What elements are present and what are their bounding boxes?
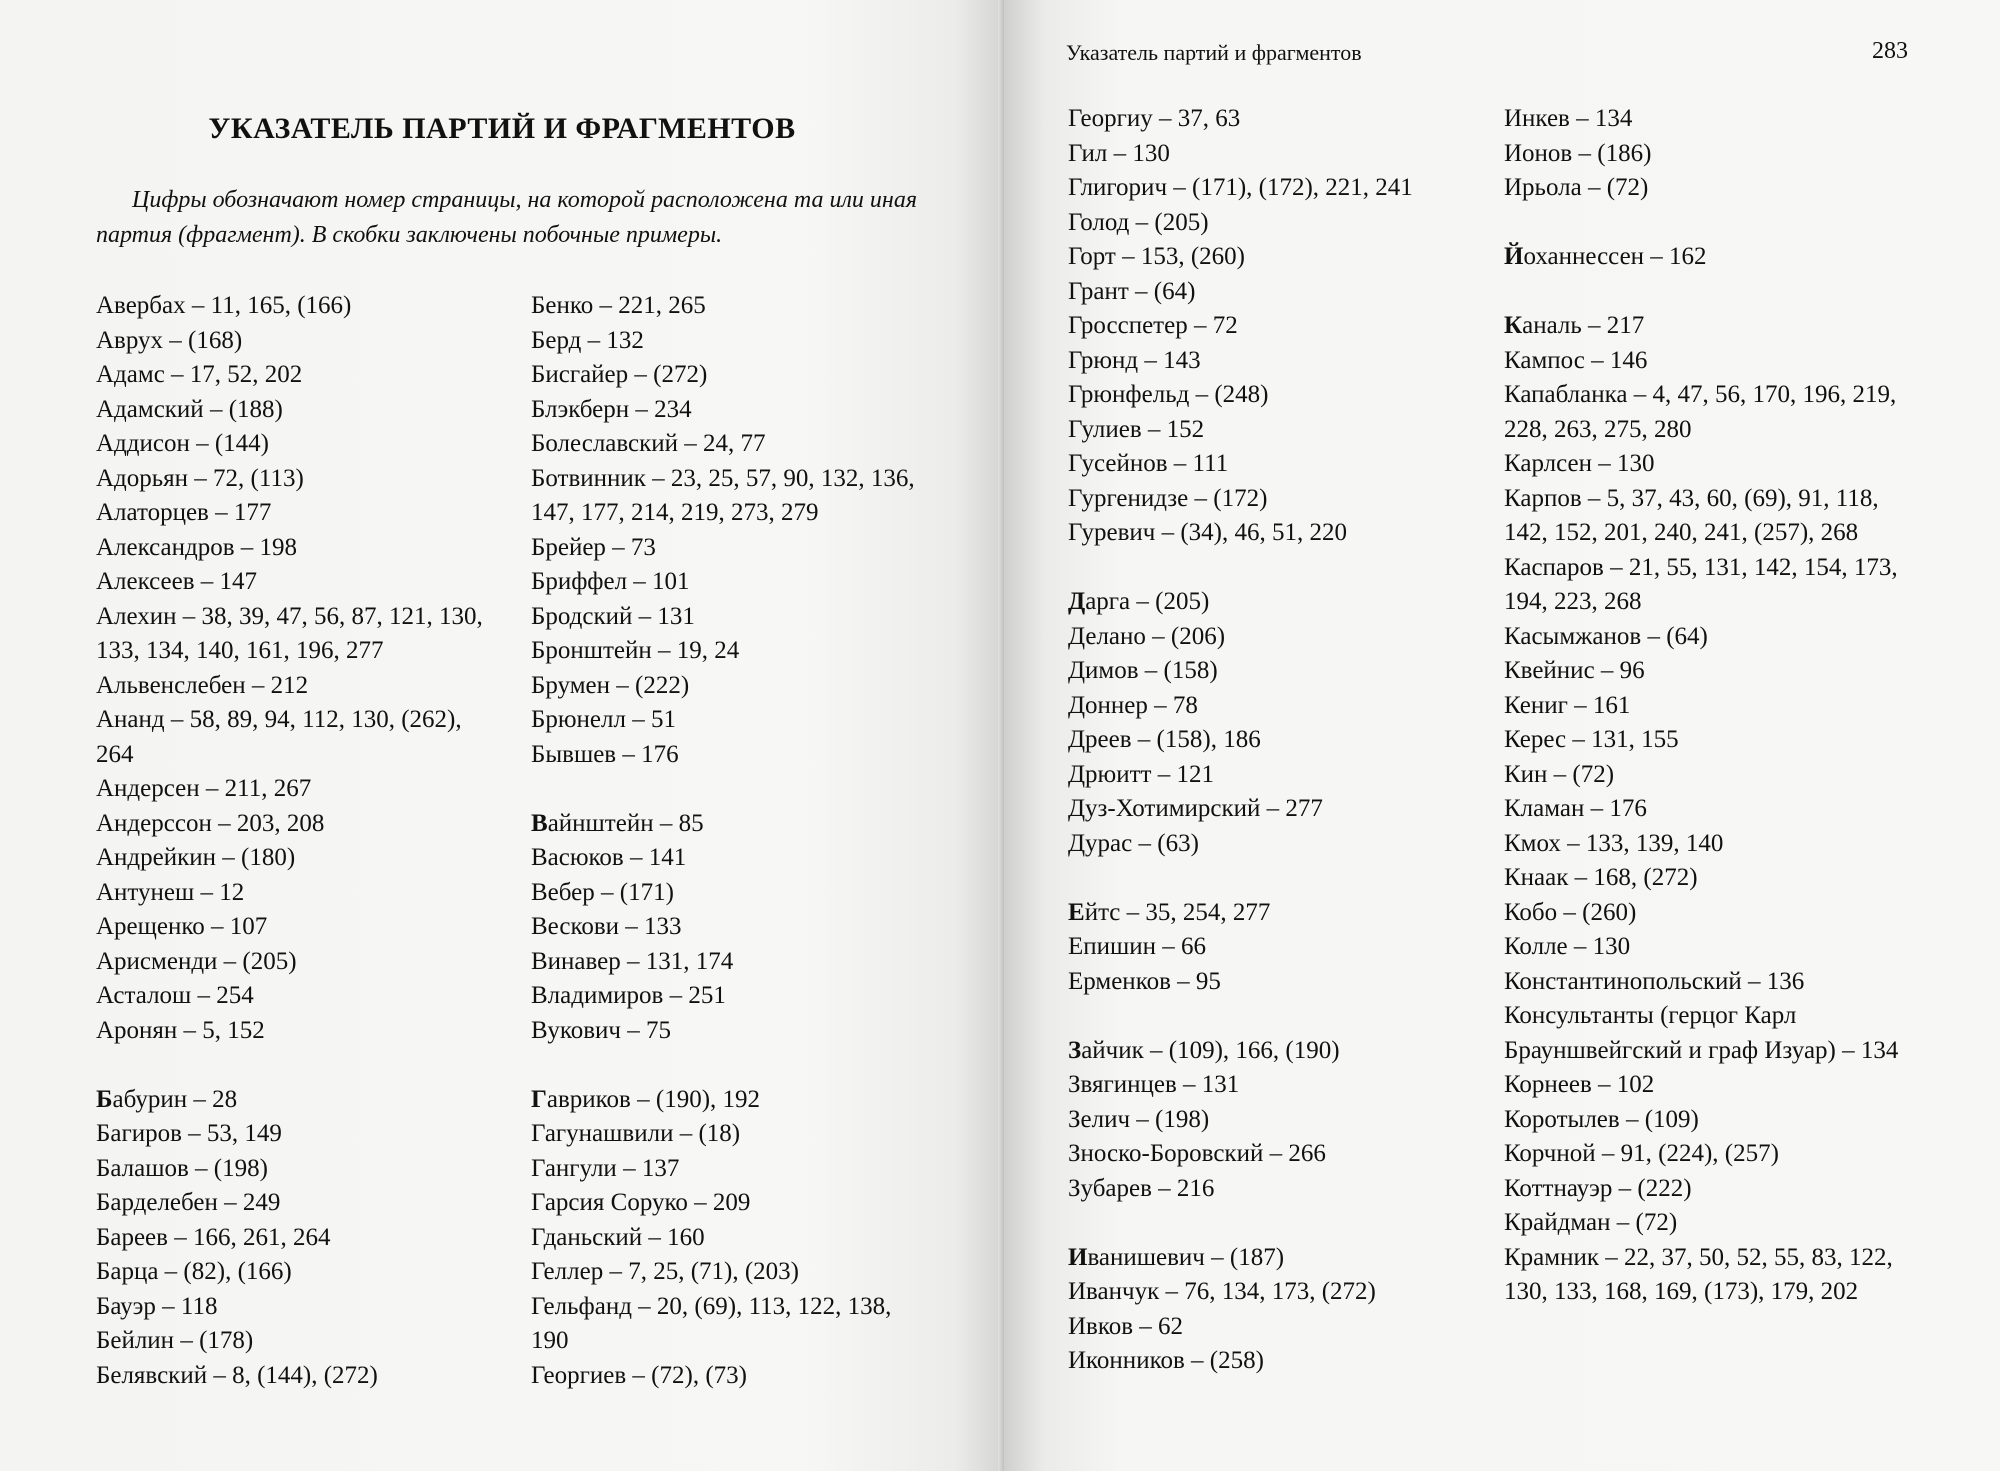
index-entry: Аврух – (168) xyxy=(96,326,243,354)
index-entry: Андерсен – 211, 267 xyxy=(96,775,312,802)
index-entry: Бенко – 221, 265 xyxy=(531,292,706,319)
index-entry: Кмох – 133, 139, 140 xyxy=(1504,829,1724,857)
index-entry: Голод – (205) xyxy=(1068,208,1209,236)
index-entry: Гавриков – (190), 192 xyxy=(531,1085,761,1113)
index-entry: Грюнд – 143 xyxy=(1068,346,1201,374)
index-entry: Вайнштейн – 85 xyxy=(531,809,704,837)
index-entry: Крайдман – (72) xyxy=(1504,1209,1678,1236)
index-entry: Грант – (64) xyxy=(1068,277,1196,305)
running-head: Указатель партий и фрагментов xyxy=(1066,40,1362,65)
index-entry: Асталош – 254 xyxy=(96,982,254,1009)
index-entry: Бисгайер – (272) xyxy=(531,361,708,388)
index-entry: Кнаак – 168, (272) xyxy=(1504,864,1698,891)
index-entry: Белявский – 8, (144), (272) xyxy=(96,1361,378,1389)
index-entry: Альвенслебен – 212 xyxy=(96,671,309,699)
index-entry: Кин – (72) xyxy=(1504,760,1615,788)
index-entry: Инкев – 134 xyxy=(1504,105,1633,132)
index-entry: Балашов – (198) xyxy=(96,1154,268,1182)
index-entry: Арещенко – 107 xyxy=(96,913,268,940)
index-entry: Грюнфельд – (248) xyxy=(1068,381,1269,408)
index-entry: Бареев – 166, 261, 264 xyxy=(96,1223,331,1251)
index-entry: Колле – 130 xyxy=(1504,933,1631,960)
index-entry: Адамс – 17, 52, 202 xyxy=(96,361,303,388)
page-number: 283 xyxy=(1872,38,1908,64)
index-entry: Консультанты (герцог Карл Брауншвейгский и граф Изуар) – 134 xyxy=(1504,1002,1899,1064)
index-entry: Вебер – (171) xyxy=(531,878,674,906)
right-column-1 xyxy=(1068,102,1468,1379)
section-gap xyxy=(1068,1206,1468,1241)
index-entry: Вукович – 75 xyxy=(531,1016,671,1044)
index-entry: Касымжанов – (64) xyxy=(1504,622,1708,650)
index-entry: Ирьола – (72) xyxy=(1504,174,1649,201)
index-entry: Кобо – (260) xyxy=(1504,898,1637,926)
index-entry: Ерменков – 95 xyxy=(1068,967,1221,995)
index-entry: Васюков – 141 xyxy=(531,844,687,871)
index-entry: Дурас – (63) xyxy=(1068,829,1199,857)
index-entry: Зайчик – (109), 166, (190) xyxy=(1068,1036,1340,1064)
section-initial: И xyxy=(1068,1243,1088,1271)
section-initial: В xyxy=(531,809,548,837)
index-entry: Аддисон – (144) xyxy=(96,430,269,457)
index-entry: Доннер – 78 xyxy=(1068,691,1198,719)
index-entry: Гельфанд – 20, (69), 113, 122, 138, 190 xyxy=(531,1292,892,1354)
index-entry: Зелич – (198) xyxy=(1068,1105,1210,1133)
index-entry: Вескови – 133 xyxy=(531,913,682,940)
intro-paragraph: Цифры обозначают номер страницы, на которой расположена та или иная партия (фрагмент). В скобки заключены побочные примеры. xyxy=(96,187,917,248)
index-entry: Димов – (158) xyxy=(1068,657,1218,684)
index-entry: Карпов – 5, 37, 43, 60, (69), 91, 118, 142, 152, 201, 240, 241, (257), 268 xyxy=(1504,484,1879,546)
index-entry: Владимиров – 251 xyxy=(531,982,726,1009)
index-entry: Крамник – 22, 37, 50, 52, 55, 83, 122, 130, 133, 168, 169, (173), 179, 202 xyxy=(1504,1243,1893,1305)
index-entry: Керес – 131, 155 xyxy=(1504,726,1679,753)
index-entry: Антунеш – 12 xyxy=(96,878,245,906)
index-entry: Гагунашвили – (18) xyxy=(531,1120,741,1147)
section-initial: Е xyxy=(1068,898,1085,926)
section-gap xyxy=(1068,861,1468,896)
index-entry: Берд – 132 xyxy=(531,326,644,354)
index-entry: Аронян – 5, 152 xyxy=(96,1016,265,1044)
index-entry: Гарсия Соруко – 209 xyxy=(531,1189,751,1216)
index-entry: Зноско-Боровский – 266 xyxy=(1068,1140,1326,1167)
index-entry: Квейнис – 96 xyxy=(1504,657,1645,684)
index-entry: Адамский – (188) xyxy=(96,395,283,423)
index-entry: Александров – 198 xyxy=(96,533,298,561)
section-initial: Г xyxy=(531,1085,547,1113)
index-entry: Гросспетер – 72 xyxy=(1068,312,1238,339)
index-entry: Ивков – 62 xyxy=(1068,1312,1184,1340)
index-entry: Болеславский – 24, 77 xyxy=(531,430,766,457)
index-entry: Георгиу – 37, 63 xyxy=(1068,105,1241,132)
left-column-2 xyxy=(531,289,931,1393)
section-initial: Б xyxy=(96,1085,113,1113)
index-entry: Горт – 153, (260) xyxy=(1068,243,1246,270)
index-entry: Барца – (82), (166) xyxy=(96,1258,292,1285)
section-gap xyxy=(96,1048,496,1083)
index-entry: Гургенидзе – (172) xyxy=(1068,484,1268,512)
index-entry: Епишин – 66 xyxy=(1068,933,1207,960)
index-entry: Брюнелл – 51 xyxy=(531,706,676,733)
index-entry: Дарга – (205) xyxy=(1068,588,1210,615)
index-entry: Брумен – (222) xyxy=(531,671,690,699)
section-initial: Д xyxy=(1068,588,1086,615)
right-column-2 xyxy=(1504,102,1904,1310)
index-entry: Винавер – 131, 174 xyxy=(531,947,734,975)
index-entry: Андерссон – 203, 208 xyxy=(96,809,325,837)
page-title: УКАЗАТЕЛЬ ПАРТИЙ И ФРАГМЕНТОВ xyxy=(208,112,796,145)
index-entry: Гангули – 137 xyxy=(531,1154,680,1182)
index-entry: Дрюитт – 121 xyxy=(1068,760,1214,788)
section-gap xyxy=(1504,206,1904,241)
index-entry: Кампос – 146 xyxy=(1504,346,1648,374)
index-entry: Корчной – 91, (224), (257) xyxy=(1504,1140,1779,1167)
index-entry: Гданьский – 160 xyxy=(531,1223,705,1251)
index-entry: Зубарев – 216 xyxy=(1068,1174,1215,1202)
index-entry: Кениг – 161 xyxy=(1504,691,1631,719)
index-entry: Адорьян – 72, (113) xyxy=(96,464,304,492)
index-entry: Йоханнессен – 162 xyxy=(1504,243,1707,270)
index-entry: Бриффел – 101 xyxy=(531,568,690,595)
index-entry: Коттнауэр – (222) xyxy=(1504,1174,1692,1202)
index-entry: Ионов – (186) xyxy=(1504,139,1652,167)
section-gap xyxy=(531,772,931,807)
index-entry: Делано – (206) xyxy=(1068,622,1226,650)
index-entry: Иванчук – 76, 134, 173, (272) xyxy=(1068,1278,1376,1305)
index-entry: Дуз-Хотимирский – 277 xyxy=(1068,795,1323,822)
index-entry: Бронштейн – 19, 24 xyxy=(531,637,740,664)
index-entry: Капабланка – 4, 47, 56, 170, 196, 219, 228, 263, 275, 280 xyxy=(1504,381,1897,443)
index-entry: Бауэр – 118 xyxy=(96,1292,218,1320)
index-entry: Карлсен – 130 xyxy=(1504,450,1655,477)
index-entry: Алехин – 38, 39, 47, 56, 87, 121, 130, 133, 134, 140, 161, 196, 277 xyxy=(96,602,483,664)
index-entry: Гулиев – 152 xyxy=(1068,415,1205,443)
index-entry: Каспаров – 21, 55, 131, 142, 154, 173, 194, 223, 268 xyxy=(1504,553,1898,615)
section-initial: Й xyxy=(1504,243,1524,270)
right-page xyxy=(1004,0,2000,1471)
section-initial: К xyxy=(1504,312,1523,339)
index-entry: Константинопольский – 136 xyxy=(1504,967,1805,995)
index-entry: Гусейнов – 111 xyxy=(1068,450,1229,477)
index-entry: Бывшев – 176 xyxy=(531,740,679,768)
index-entry: Глигорич – (171), (172), 221, 241 xyxy=(1068,174,1413,201)
index-entry: Кламан – 176 xyxy=(1504,795,1647,822)
index-entry: Брейер – 73 xyxy=(531,533,656,561)
index-entry: Авербах – 11, 165, (166) xyxy=(96,292,352,319)
index-entry: Блэкберн – 234 xyxy=(531,395,692,423)
index-entry: Бродский – 131 xyxy=(531,602,695,630)
index-entry: Иванишевич – (187) xyxy=(1068,1243,1285,1271)
index-entry: Багиров – 53, 149 xyxy=(96,1120,282,1147)
section-gap xyxy=(1068,999,1468,1034)
index-entry: Андрейкин – (180) xyxy=(96,844,296,871)
section-initial: З xyxy=(1068,1036,1082,1064)
index-entry: Каналь – 217 xyxy=(1504,312,1645,339)
section-gap xyxy=(1068,551,1468,586)
index-entry: Арисменди – (205) xyxy=(96,947,297,975)
index-entry: Барделебен – 249 xyxy=(96,1189,281,1216)
section-gap xyxy=(531,1048,931,1083)
index-entry: Дреев – (158), 186 xyxy=(1068,726,1261,753)
left-column-1 xyxy=(96,289,496,1393)
index-entry: Гил – 130 xyxy=(1068,139,1170,167)
index-entry: Коротылев – (109) xyxy=(1504,1105,1699,1133)
index-entry: Звягинцев – 131 xyxy=(1068,1071,1240,1098)
index-entry: Бабурин – 28 xyxy=(96,1085,238,1113)
index-entry: Геллер – 7, 25, (71), (203) xyxy=(531,1258,799,1285)
index-entry: Ботвинник – 23, 25, 57, 90, 132, 136, 147, 177, 214, 219, 273, 279 xyxy=(531,464,915,526)
index-entry: Георгиев – (72), (73) xyxy=(531,1361,747,1389)
index-entry: Бейлин – (178) xyxy=(96,1327,254,1354)
index-entry: Ейтс – 35, 254, 277 xyxy=(1068,898,1271,926)
index-entry: Ананд – 58, 89, 94, 112, 130, (262), 264 xyxy=(96,706,462,768)
index-entry: Иконников – (258) xyxy=(1068,1347,1264,1374)
index-entry: Алексеев – 147 xyxy=(96,568,258,595)
index-entry: Корнеев – 102 xyxy=(1504,1071,1655,1098)
index-entry: Гуревич – (34), 46, 51, 220 xyxy=(1068,519,1348,546)
index-entry: Алаторцев – 177 xyxy=(96,499,272,526)
section-gap xyxy=(1504,275,1904,310)
